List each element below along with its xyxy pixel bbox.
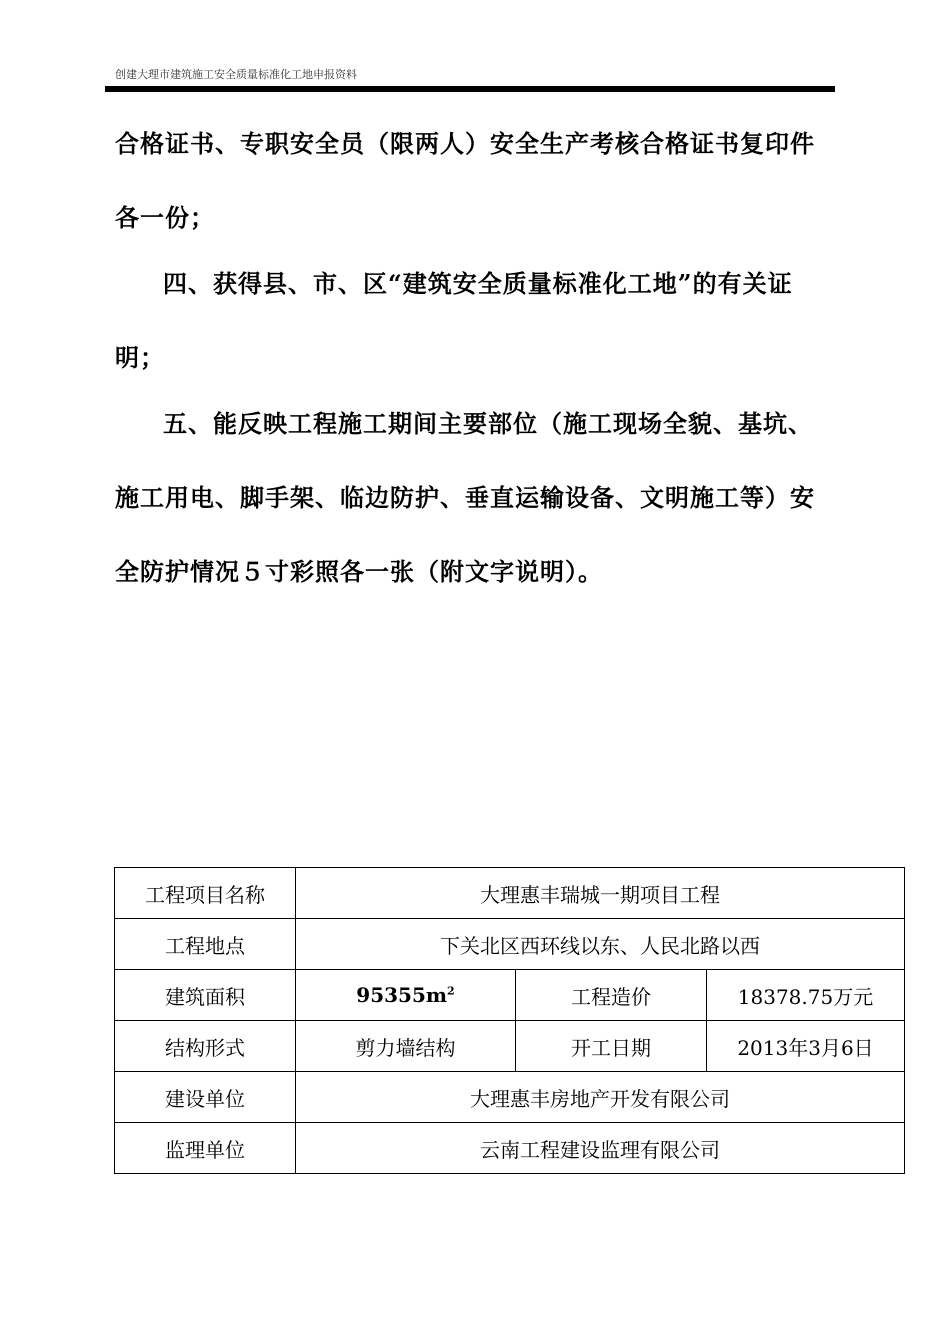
- body-line-7: 全防护情况５寸彩照各一张（附文字说明）。: [115, 557, 603, 586]
- body-line-4: 明；: [115, 343, 165, 372]
- body-line-2: 各一份；: [115, 203, 215, 232]
- structure-label: 结构形式: [115, 1021, 296, 1072]
- supervisor-label: 监理单位: [115, 1123, 296, 1174]
- body-line-5: 五、能反映工程施工期间主要部位（施工现场全貌、基坑、: [163, 409, 813, 438]
- body-line-1: 合格证书、专职安全员（限两人）安全生产考核合格证书复印件: [115, 129, 815, 158]
- table-row: [115, 1072, 905, 1123]
- area-cell: [296, 970, 516, 1021]
- area-unit-superscript: 2: [447, 984, 455, 998]
- project-name-value: 大理惠丰瑞城一期项目工程: [296, 868, 905, 919]
- supervisor-value: 云南工程建设监理有限公司: [296, 1123, 905, 1174]
- project-info-table: [114, 867, 905, 1174]
- builder-label: 建设单位: [115, 1072, 296, 1123]
- area-label: 建筑面积: [115, 970, 296, 1021]
- location-label: 工程地点: [115, 919, 296, 970]
- project-name-label: 工程项目名称: [115, 868, 296, 919]
- table-row: [115, 868, 905, 919]
- header-rule: [105, 86, 835, 92]
- cost-value: 18378.75万元: [707, 970, 905, 1021]
- body-line-6: 施工用电、脚手架、临边防护、垂直运输设备、文明施工等）安: [115, 483, 815, 512]
- area-value: 95355m: [356, 983, 448, 1007]
- table-row: [115, 919, 905, 970]
- structure-value: 剪力墙结构: [296, 1021, 516, 1072]
- table-row: [115, 1123, 905, 1174]
- running-header: 创建大理市建筑施工安全质量标准化工地申报资料: [115, 68, 357, 81]
- location-value: 下关北区西环线以东、人民北路以西: [296, 919, 905, 970]
- start-date-label: 开工日期: [516, 1021, 707, 1072]
- cost-label: 工程造价: [516, 970, 707, 1021]
- start-date-value: 2013年3月6日: [707, 1021, 905, 1072]
- table-row: [115, 970, 905, 1021]
- table-row: [115, 1021, 905, 1072]
- body-line-3: 四、获得县、市、区“建筑安全质量标准化工地”的有关证: [163, 269, 793, 298]
- builder-value: 大理惠丰房地产开发有限公司: [296, 1072, 905, 1123]
